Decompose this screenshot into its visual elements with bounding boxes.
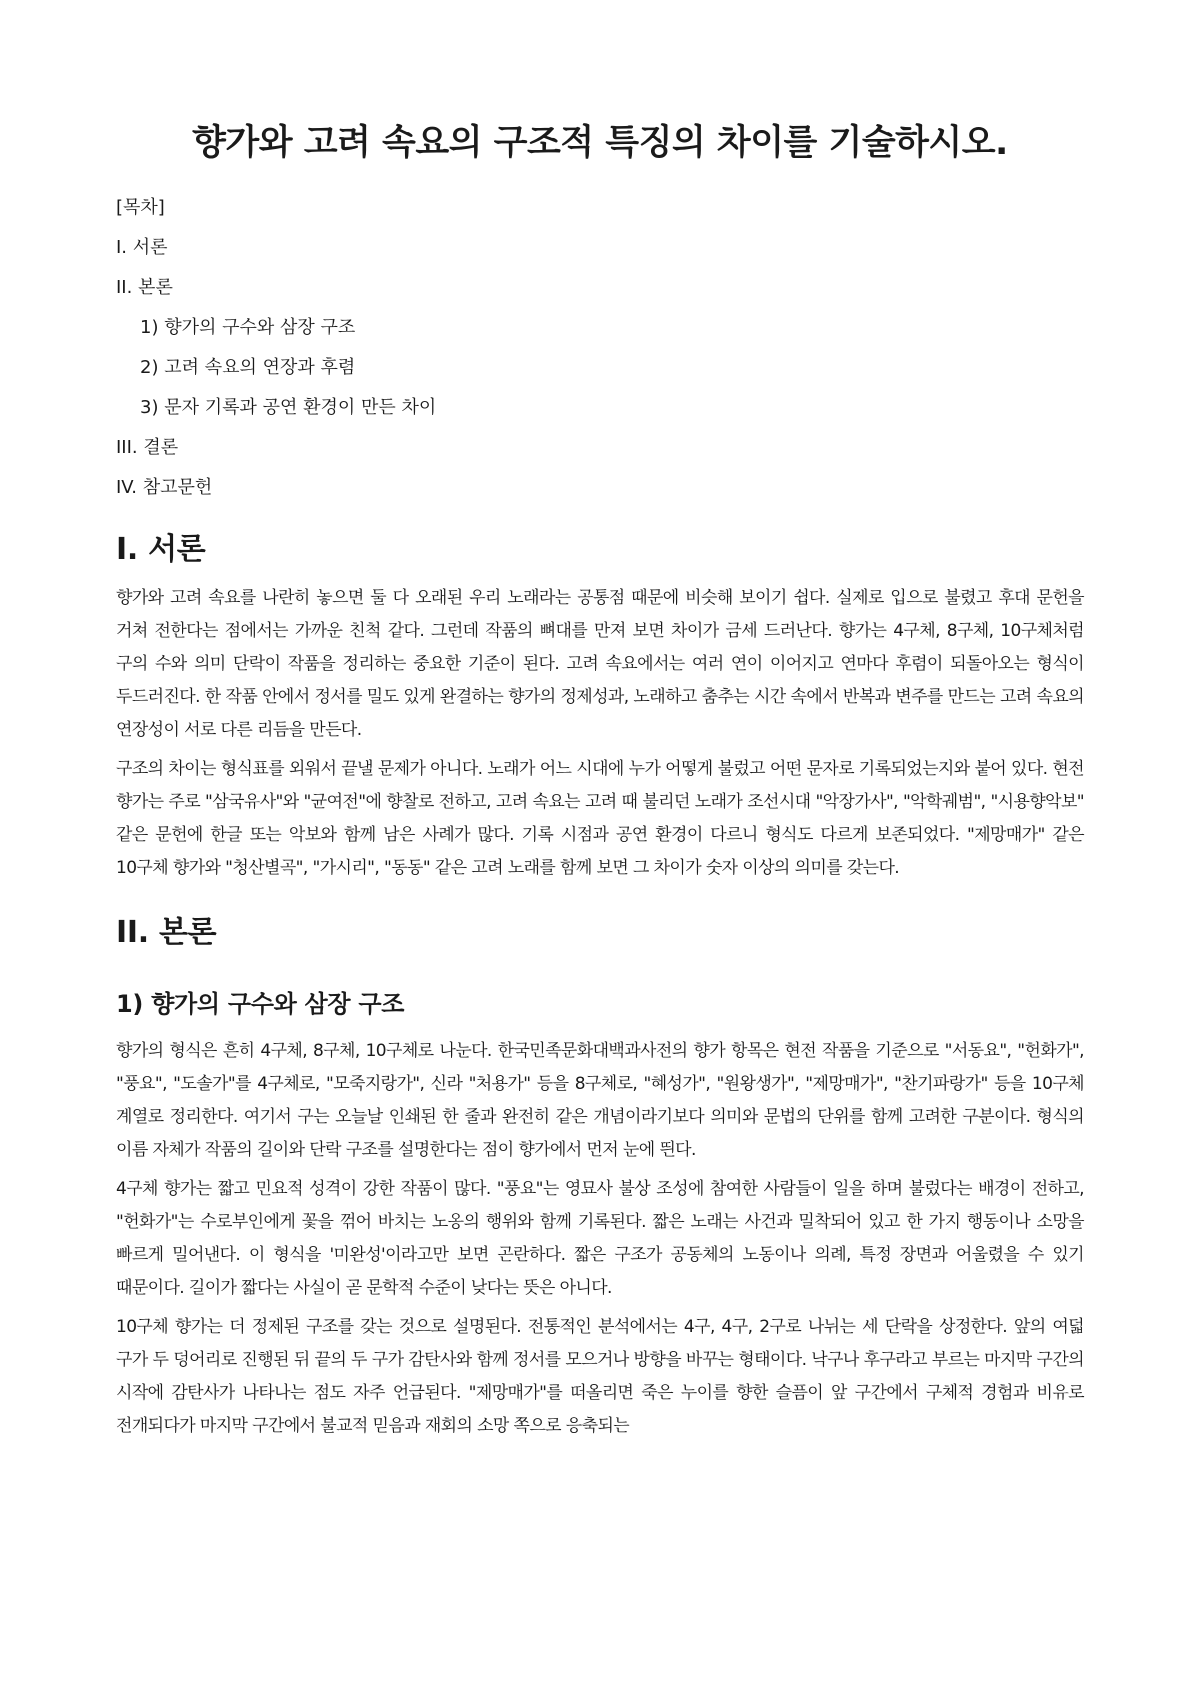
toc-item-conclusion: III. 결론 <box>116 437 179 458</box>
document-title: 향가와 고려 속요의 구조적 특징의 차이를 기술하시오. <box>192 123 1008 163</box>
toc-item-hyangga-structure: 1) 향가의 구수와 삼장 구조 <box>140 317 356 338</box>
intro-paragraph: 구조의 차이는 형식표를 외워서 끝낼 문제가 아니다. 노래가 어느 시대에 누가 어떻게 불렀고 어떤 문자로 기록되었는지와 붙어 있다. 현전 향가는 주로 "삼국유사"와 "균여전"에 향찰로 전하고, 고려 속요는 고려 때 불리던 노래가 조선시대 "악장가사", "악학궤범", "시용향악보" 같은 문헌에 한글 또는 악보와 함께 남은 사례가 많다. 기록 시점과 공연 환경이 다르니 형식도 다르게 보존되었다. "제망매가" 같은 10구체 향가와 "청산별곡", "가시리", "동동" 같은 고려 노래를 함께 보면 그 차이가 숫자 이상의 의미를 갖는다. <box>116 759 1084 878</box>
body-paragraph: 향가의 형식은 흔히 4구체, 8구체, 10구체로 나눈다. 한국민족문화대백과사전의 향가 항목은 현전 작품을 기준으로 "서동요", "헌화가", "풍요", "도솔가"를 4구체로, "모죽지랑가", 신라 "처용가" 등을 8구체로, "혜성가", "원왕생가", "제망매가", "찬기파랑가" 등을 10구체 계열로 정리한다. 여기서 구는 오늘날 인쇄된 한 줄과 완전히 같은 개념이라기보다 의미와 문법의 단위를 함께 고려한 구분이다. 형식의 이름 자체가 작품의 길이와 단락 구조를 설명한다는 점이 향가에서 먼저 눈에 띈다. <box>116 1041 1084 1160</box>
toc-heading: [목차] <box>116 197 165 218</box>
section-heading-introduction: I. 서론 <box>116 532 206 567</box>
intro-paragraph: 향가와 고려 속요를 나란히 놓으면 둘 다 오래된 우리 노래라는 공통점 때문에 비슷해 보이기 쉽다. 실제로 입으로 불렸고 후대 문헌을 거쳐 전한다는 점에서는 가까운 친척 같다. 그런데 작품의 뼈대를 만져 보면 차이가 금세 드러난다. 향가는 4구체, 8구체, 10구체처럼 구의 수와 의미 단락이 작품을 정리하는 중요한 기준이 된다. 고려 속요에서는 여러 연이 이어지고 연마다 후렴이 되돌아오는 형식이 두드러진다. 한 작품 안에서 정서를 밀도 있게 완결하는 향가의 정제성과, 노래하고 춤추는 시간 속에서 반복과 변주를 만드는 고려 속요의 연장성이 서로 다른 리듬을 만든다. <box>116 588 1084 740</box>
subsection-heading-hyangga: 1) 향가의 구수와 삼장 구조 <box>116 990 405 1018</box>
toc-item-references: IV. 참고문헌 <box>116 477 213 498</box>
section-heading-main-body: II. 본론 <box>116 915 217 950</box>
body-paragraph: 10구체 향가는 더 정제된 구조를 갖는 것으로 설명된다. 전통적인 분석에서는 4구, 4구, 2구로 나뉘는 세 단락을 상정한다. 앞의 여덟 구가 두 덩어리로 진행된 뒤 끝의 두 구가 감탄사와 함께 정서를 모으거나 방향을 바꾸는 형태이다. 낙구나 후구라고 부르는 마지막 구간의 시작에 감탄사가 나타나는 점도 자주 언급된다. "제망매가"를 떠올리면 죽은 누이를 향한 슬픔이 앞 구간에서 구체적 경험과 비유로 전개되다가 마지막 구간에서 불교적 믿음과 재회의 소망 쪽으로 응축되는 <box>116 1317 1084 1436</box>
toc-item-records-performance: 3) 문자 기록과 공연 환경이 만든 차이 <box>140 397 437 418</box>
toc-item-main-body: II. 본론 <box>116 277 173 298</box>
toc-item-introduction: I. 서론 <box>116 237 168 258</box>
toc-item-goryeo-sogyo: 2) 고려 속요의 연장과 후렴 <box>140 357 356 378</box>
body-paragraph: 4구체 향가는 짧고 민요적 성격이 강한 작품이 많다. "풍요"는 영묘사 불상 조성에 참여한 사람들이 일을 하며 불렀다는 배경이 전하고, "헌화가"는 수로부인에게 꽃을 꺾어 바치는 노옹의 행위와 함께 기록된다. 짧은 노래는 사건과 밀착되어 있고 한 가지 행동이나 소망을 빠르게 밀어낸다. 이 형식을 '미완성'이라고만 보면 곤란하다. 짧은 구조가 공동체의 노동이나 의례, 특정 장면과 어울렸을 수 있기 때문이다. 길이가 짧다는 사실이 곧 문학적 수준이 낮다는 뜻은 아니다. <box>116 1179 1084 1298</box>
table-of-contents <box>116 188 1084 508</box>
